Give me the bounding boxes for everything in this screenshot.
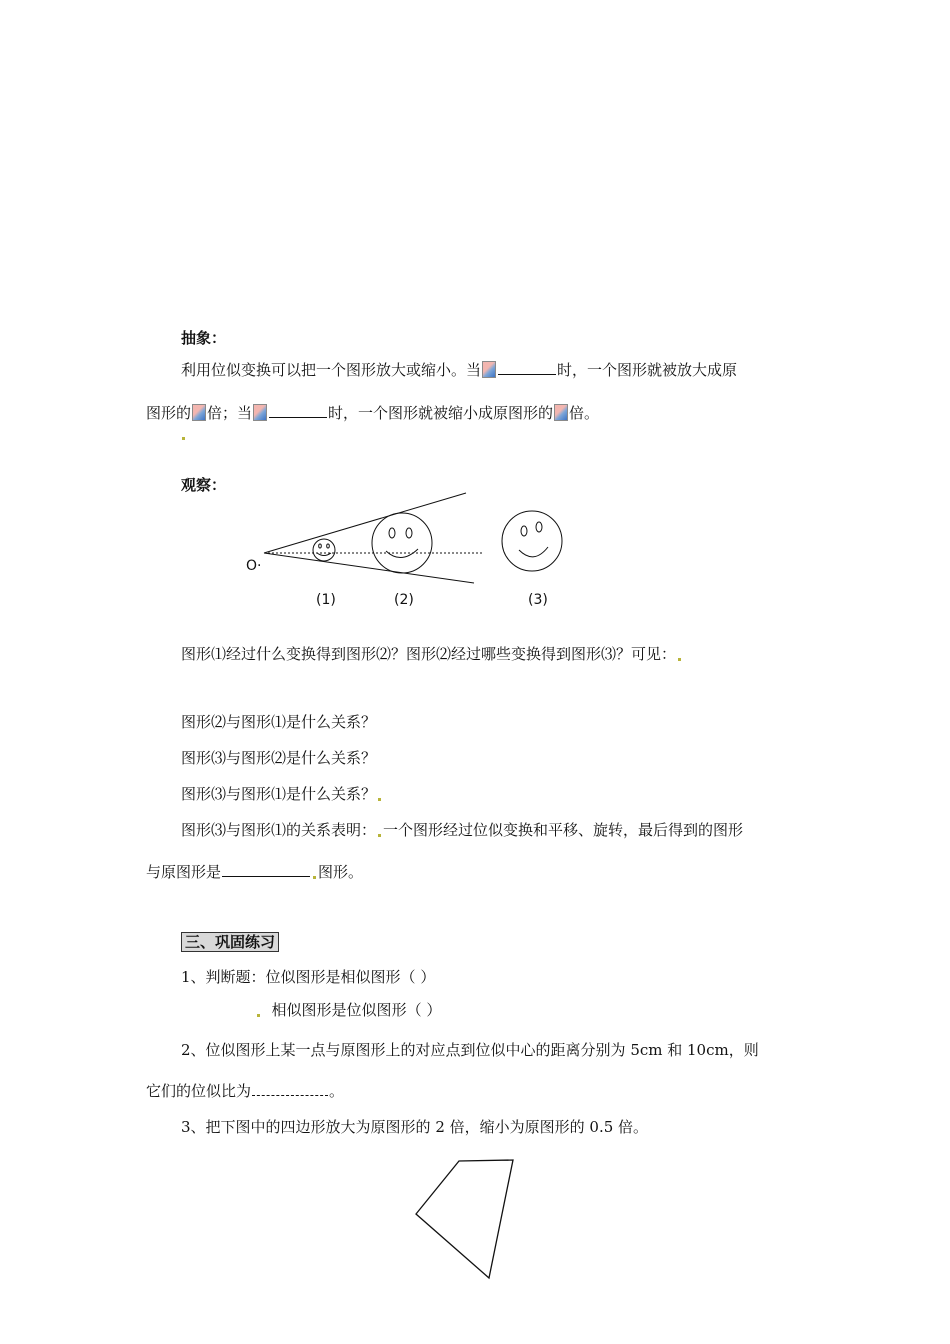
- exercise-3-text-a: 3、把下图中的四边形放大为原图形的 2 倍，缩: [181, 1118, 495, 1136]
- abstract-text-2: 时，一个图形就被放大成原: [557, 361, 738, 379]
- smiley-small: [313, 539, 335, 561]
- question-2: 图形⑵与图形⑴是什么关系？: [181, 713, 377, 731]
- figure-label-1: (1): [316, 592, 336, 608]
- practice-heading: [181, 931, 279, 952]
- exercise-1: 1、判断题：位似图形是相似图形（ ）: [181, 968, 436, 986]
- broken-image-icon: [554, 404, 568, 421]
- question-5-text-a: 图形⑶与图形⑴的关系表明：: [181, 821, 377, 839]
- exercise-1b-text-b: 形（ ）: [391, 1001, 442, 1019]
- abstract-text-5: 时，一个图形就被缩小成原图形的: [328, 404, 554, 422]
- question-3: 图形⑶与图形⑵是什么关系？: [181, 749, 377, 767]
- abstract-paragraph-line1: [181, 359, 737, 380]
- question-1: [181, 643, 683, 664]
- ray-lower: [264, 553, 474, 583]
- broken-image-icon: [253, 404, 267, 421]
- quadrilateral-shape: [416, 1160, 513, 1278]
- question-6-text-a: 与原图形是: [146, 863, 222, 881]
- abstract-text-3: 图形的: [146, 404, 192, 422]
- question-4-text: 图形⑶与图形⑴是什么关系？: [181, 785, 377, 803]
- answer-blank[interactable]: [252, 1081, 328, 1096]
- origin-label: O·: [246, 558, 262, 574]
- exercise-1b: [255, 999, 441, 1020]
- broken-image-icon: [192, 404, 206, 421]
- broken-image-icon: [482, 361, 496, 378]
- exercise-2-period: 。: [329, 1082, 345, 1100]
- abstract-text-6: 倍。: [569, 404, 600, 422]
- practice-heading-text: 三、巩固练习: [181, 932, 279, 952]
- abstract-heading: 抽象：: [181, 329, 227, 347]
- exercise-1b-text-a: 相似图形是位似图: [271, 1001, 392, 1019]
- exercise-2-text: 它们的位似比为: [146, 1082, 252, 1100]
- question-1-text-a: 图形⑴经过什么变换: [181, 645, 317, 663]
- anchor-mark: [257, 1014, 260, 1017]
- observe-heading: 观察：: [181, 476, 227, 494]
- anchor-mark: [678, 658, 681, 661]
- anchor-mark: [313, 876, 316, 879]
- homothety-diagram: [0, 480, 950, 620]
- exercise-2: 2、位似图形上某一点与原图形上的对应点到位似中心的距离分别为 5cm 和 10cm，则: [181, 1041, 759, 1059]
- answer-blank[interactable]: [269, 403, 327, 418]
- smiley-medium: [372, 513, 432, 573]
- question-5: [181, 819, 743, 840]
- figure-label-3: (3): [528, 592, 548, 608]
- anchor-mark: [378, 798, 381, 801]
- exercise-2-continued: [146, 1080, 344, 1101]
- answer-blank[interactable]: [222, 862, 310, 877]
- exercise-3: [181, 1116, 648, 1137]
- abstract-text-1: 利用位似变换可以把一个图形放大或缩小。当: [181, 361, 482, 379]
- question-6: [146, 861, 363, 882]
- anchor-mark: [378, 834, 381, 837]
- figure-label-2: (2): [394, 592, 414, 608]
- anchor-mark: [182, 437, 185, 440]
- answer-blank[interactable]: [498, 360, 556, 375]
- question-1-text-c: 换得到图形⑶？可见：: [526, 645, 677, 663]
- exercise-3-text-b: 小为原图形的 0.5 倍。: [494, 1118, 649, 1136]
- smiley-large: [502, 511, 562, 571]
- quadrilateral-figure: [0, 1150, 950, 1290]
- abstract-text-4: 倍；当: [207, 404, 253, 422]
- question-5-text-b: 一个图形经过位似变换和平移、旋转，最后得到的图形: [383, 821, 744, 839]
- question-6-text-b: 图形。: [318, 863, 364, 881]
- question-4: [181, 783, 383, 804]
- question-1-text-b: 得到图形⑵？图形⑵经过哪些变: [316, 645, 527, 663]
- ray-upper: [264, 493, 466, 553]
- abstract-paragraph-line2: [146, 402, 599, 423]
